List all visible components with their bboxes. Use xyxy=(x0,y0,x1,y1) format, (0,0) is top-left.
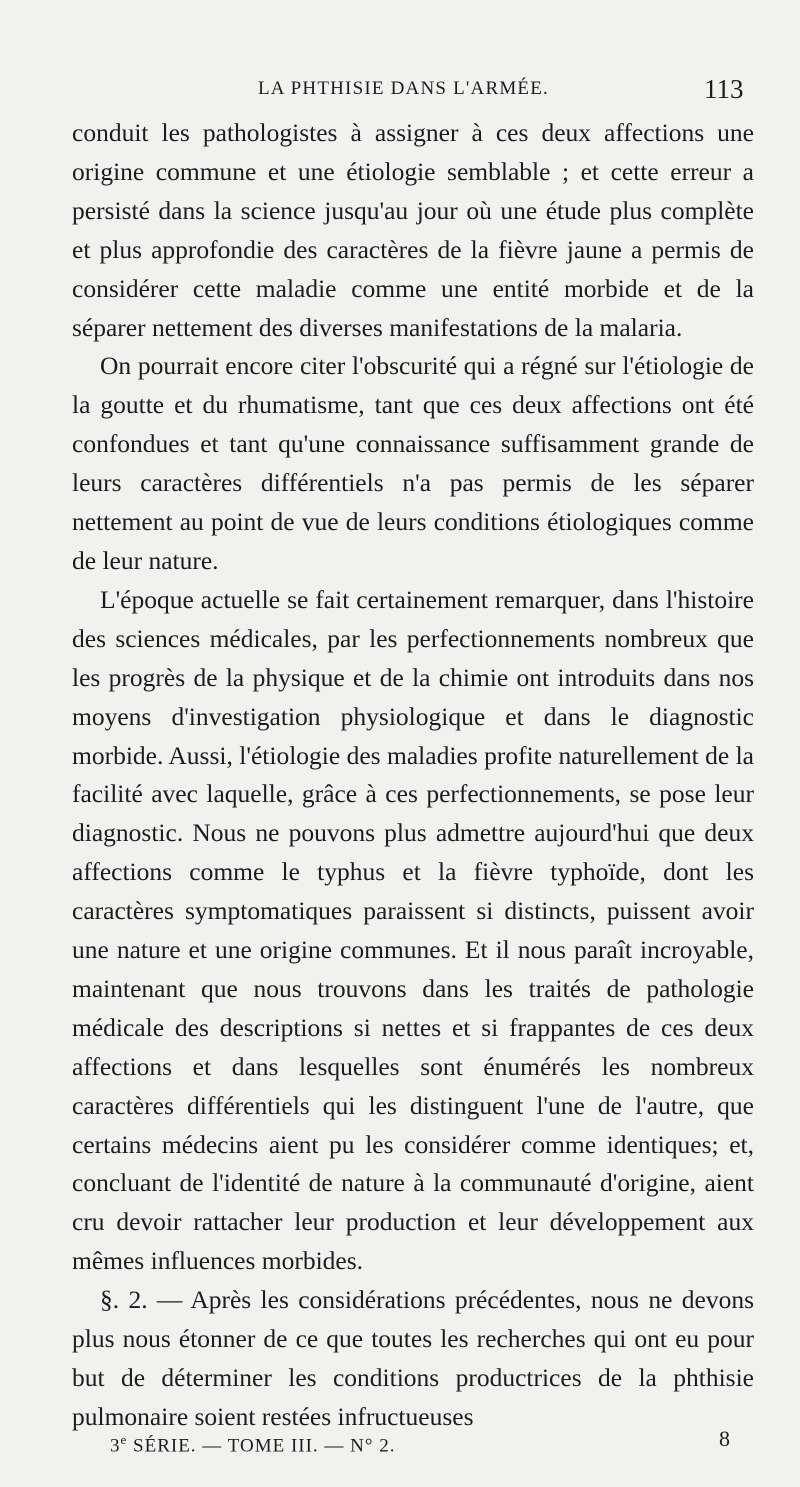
paragraph-goutte-rhumatisme: On pourrait encore citer l'obscurité qui a régné sur l'étiologie de la goutte et du rhumatisme, tant que ces deux affections ont été confondues et tant qu'une connaissance suffisamment grande de leurs caractères différentiels n'a pas permis de les séparer nettement au point de vue de leurs conditions étiologiques comme de leur nature. xyxy=(72,351,754,575)
page-number: 113 xyxy=(704,74,744,104)
series-number: 3 xyxy=(110,1435,121,1457)
signature-rest: SÉRIE. — TOME III. — N° 2. xyxy=(127,1435,396,1457)
body-text xyxy=(72,114,754,1437)
paragraph-continuation: conduit les pathologistes à assigner à ces deux affections une origine commune et une étiologie semblable ; et cette erreur a persisté dans la science jusqu'au jour où une étude plus complète et plus approfondie des caractères de la fièvre jaune a permis de considérer cette maladie comme une entité morbide et de la séparer nettement des diverses manifestations de la malaria. xyxy=(72,118,754,342)
paragraph-section-2: §. 2. — Après les considérations précédentes, nous ne devons plus nous étonner de ce que toutes les recherches qui ont eu pour but de déterminer les conditions productrices de la phthisie pulmonaire soient restées infructueuses xyxy=(72,1285,754,1431)
signature-line xyxy=(110,1432,396,1457)
running-title: LA PHTHISIE DANS L'ARMÉE. xyxy=(258,78,549,99)
paragraph-epoque-actuelle: L'époque actuelle se fait certainement remarquer, dans l'histoire des sciences médicales, par les perfectionnements nombreux que les progrès de la physique et de la chimie ont introduits dans nos moyens d'investigation physiologique et dans le diagnostic morbide. Aussi, l'étiologie des maladies profite naturellement de la facilité avec laquelle, grâce à ces perfectionnements, se pose leur diagnostic. Nous ne pouvons plus admettre aujourd'hui que deux affections comme le typhus et la fièvre typhoïde, dont les caractères symptomatiques paraissent si distincts, puissent avoir une nature et une origine communes. Et il nous paraît incroyable, maintenant que nous trouvons dans les traités de pathologie médicale des descriptions si nettes et si frappantes de ces deux affections et dans lesquelles sont énumérés les nombreux caractères différentiels qui les distinguent l'une de l'autre, que certains médecins aient pu les considérer comme identiques; et, concluant de l'identité de nature à la communauté d'origine, aient cru devoir rattacher leur production et leur développement aux mêmes influences morbides. xyxy=(72,584,754,1276)
footer xyxy=(0,1426,800,1466)
sheet-number: 8 xyxy=(719,1426,730,1451)
running-head xyxy=(0,72,800,106)
series-suffix: e xyxy=(120,1432,128,1447)
